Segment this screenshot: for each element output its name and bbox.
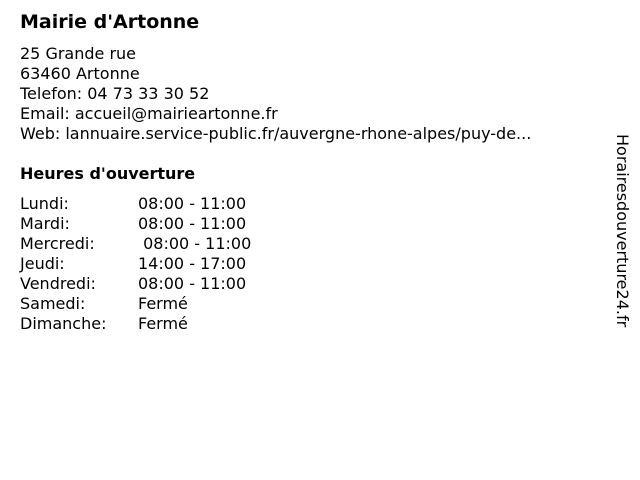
address-street: 25 Grande rue — [20, 44, 137, 63]
day-label: Lundi: — [20, 194, 69, 213]
time-value: 08:00 - 11:00 — [138, 194, 247, 213]
hours-row-sunday — [20, 314, 251, 334]
page-title: Mairie d'Artonne — [20, 11, 200, 33]
time-value: 14:00 - 17:00 — [138, 254, 247, 273]
day-label: Dimanche: — [20, 314, 107, 333]
day-label: Jeudi: — [20, 254, 65, 273]
time-value: 08:00 - 11:00 — [138, 214, 247, 233]
time-value: 08:00 - 11:00 — [138, 234, 252, 253]
time-value: Fermé — [138, 314, 188, 333]
day-label: Mercredi: — [20, 234, 95, 253]
contact-block — [20, 44, 531, 144]
hours-row-saturday — [20, 294, 251, 314]
hours-heading: Heures d'ouverture — [20, 164, 196, 183]
day-label: Mardi: — [20, 214, 70, 233]
day-label: Samedi: — [20, 294, 86, 313]
time-value: Fermé — [138, 294, 188, 313]
opening-hours-table — [20, 194, 251, 334]
address-city: 63460 Artonne — [20, 64, 140, 83]
hours-row-tuesday — [20, 214, 251, 234]
hours-row-friday — [20, 274, 251, 294]
website-link: Web: lannuaire.service-public.fr/auvergne-rhone-alpes/puy-de... — [20, 124, 532, 143]
hours-row-wednesday — [20, 234, 251, 254]
hours-row-monday — [20, 194, 251, 214]
time-value: 08:00 - 11:00 — [138, 274, 247, 293]
phone-number: Telefon: 04 73 33 30 52 — [20, 84, 210, 103]
day-label: Vendredi: — [20, 274, 96, 293]
site-brand-vertical: Horairesdouverture24.fr — [613, 134, 632, 328]
email-address: Email: accueil@mairieartonne.fr — [20, 104, 278, 123]
hours-row-thursday — [20, 254, 251, 274]
